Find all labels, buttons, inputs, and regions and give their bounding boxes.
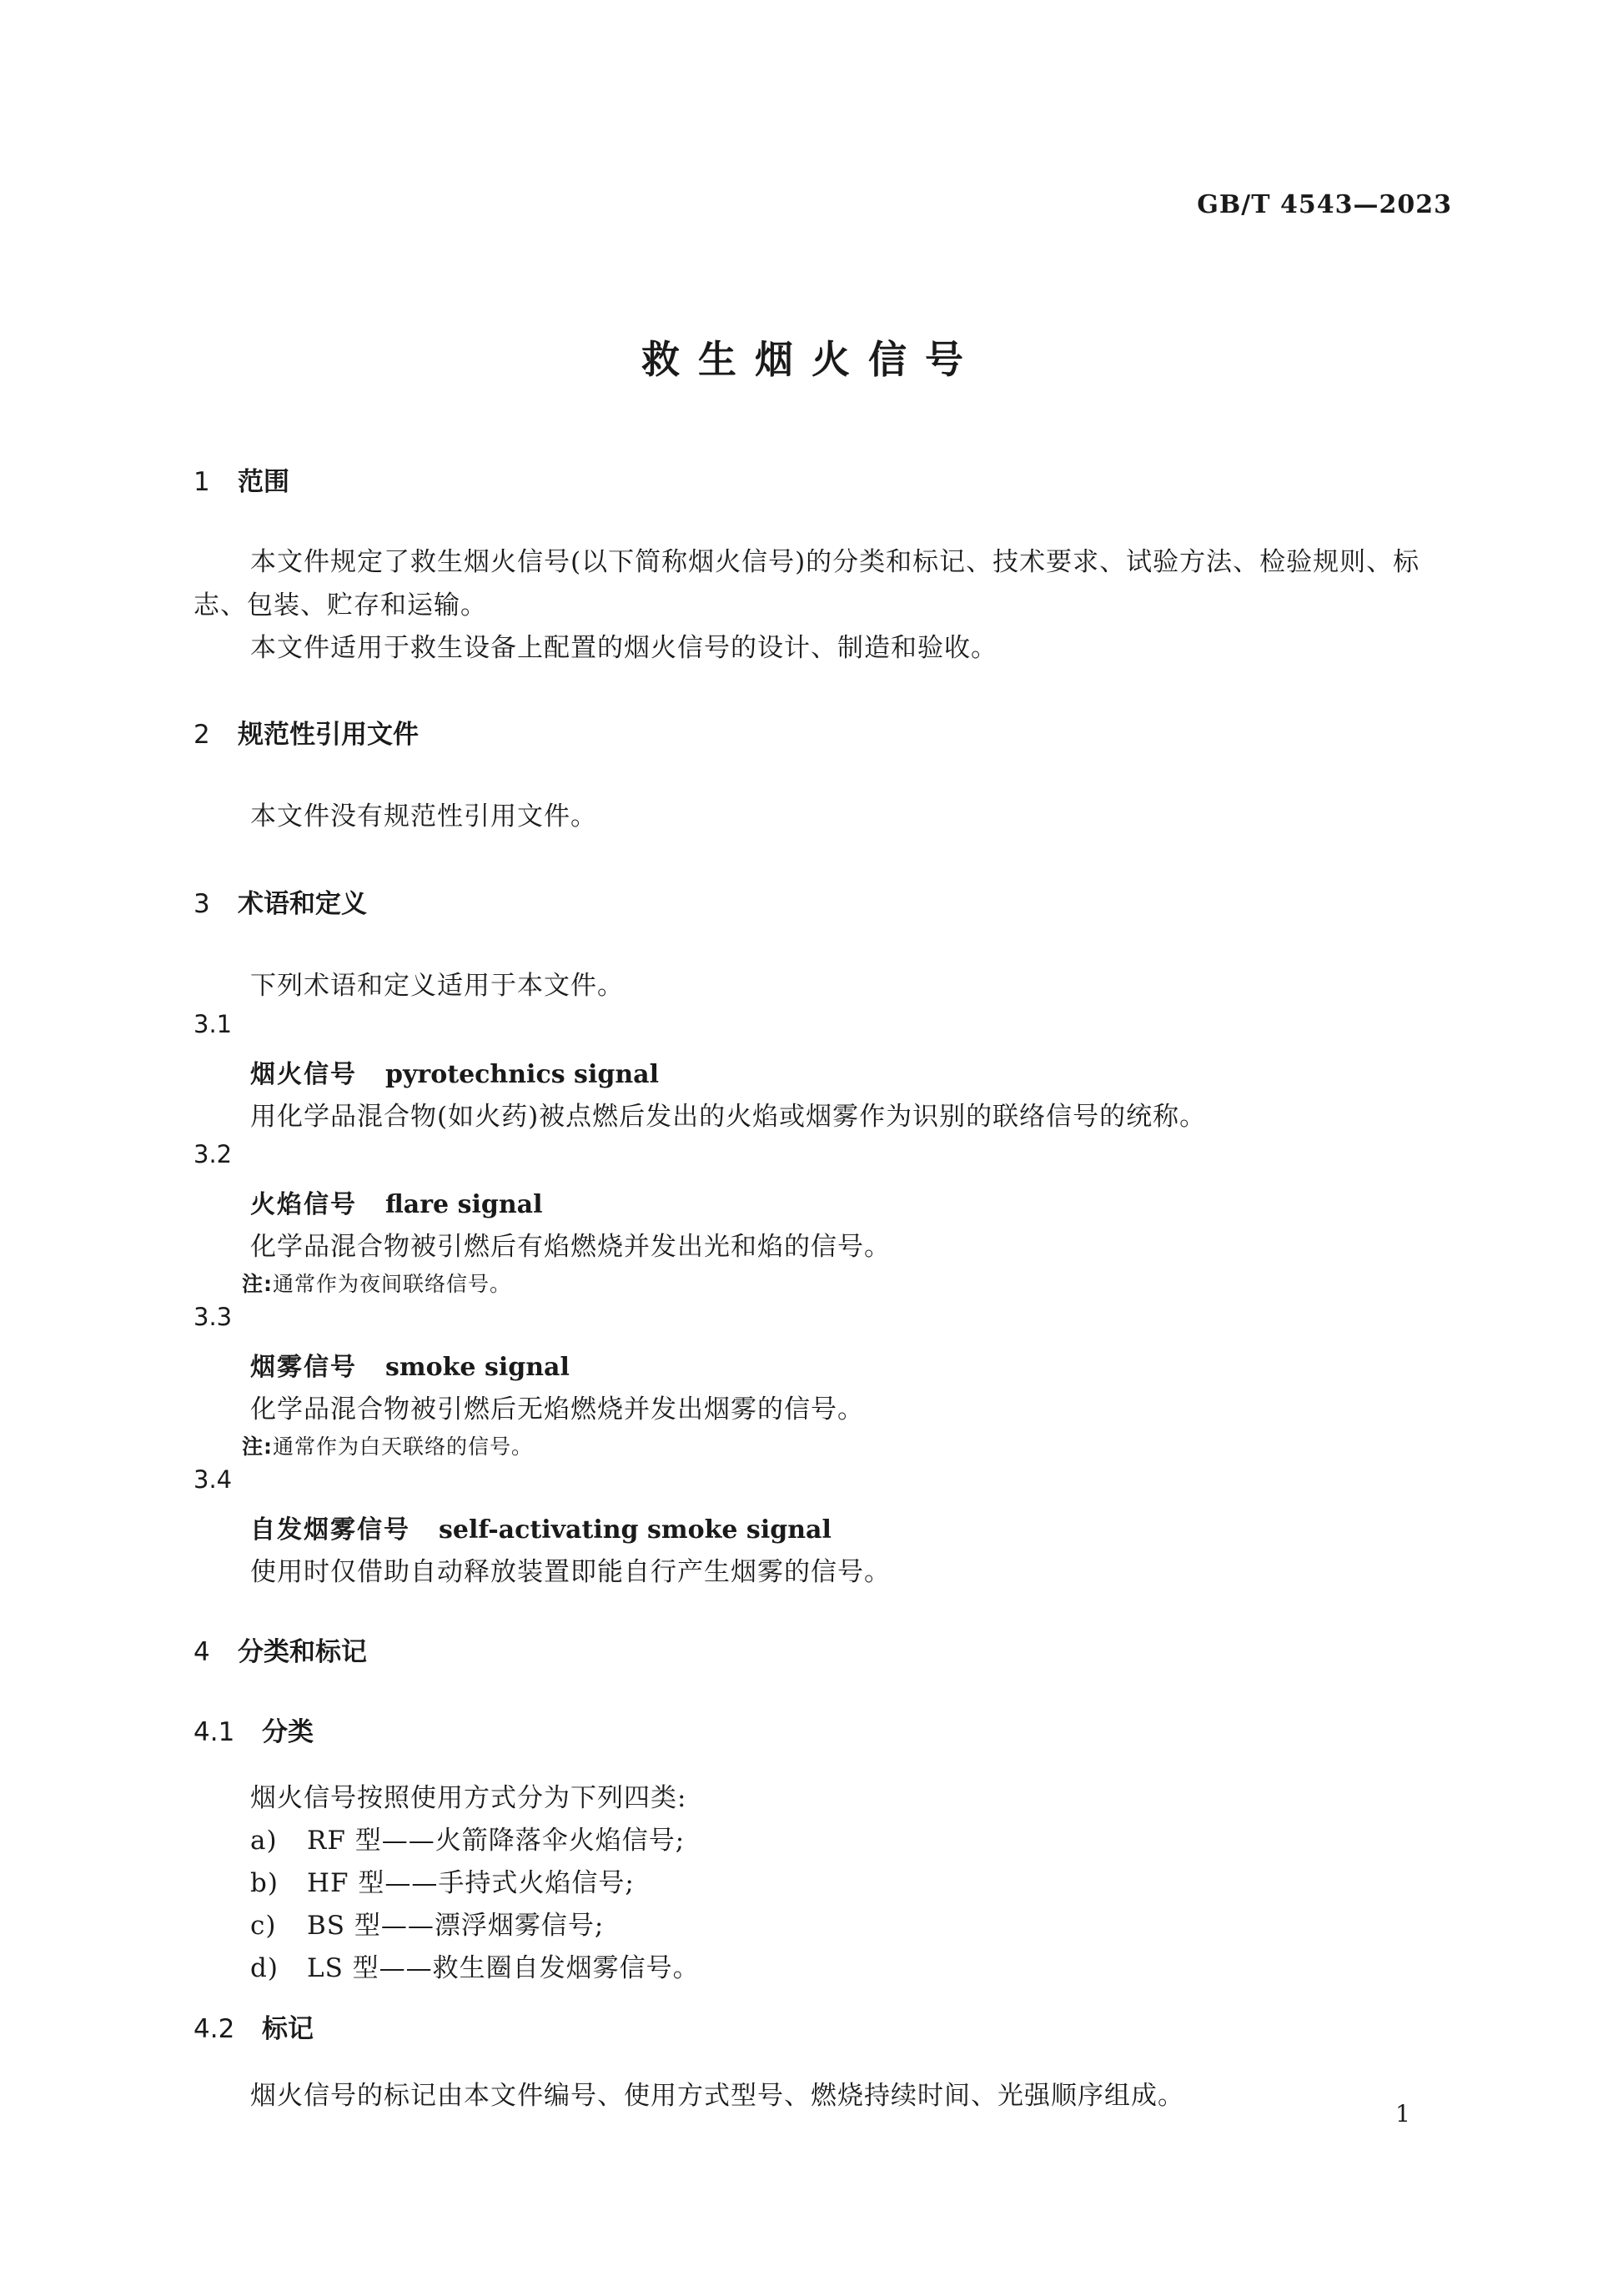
term-heading bbox=[250, 1183, 543, 1220]
section-heading-2 bbox=[193, 713, 419, 751]
subsection-title: 分类 bbox=[262, 1717, 314, 1747]
section-heading-4 bbox=[193, 1630, 367, 1668]
term-english: pyrotechnics signal bbox=[385, 1060, 659, 1089]
term-definition: 使用时仅借助自动释放装置即能自行产生烟雾的信号。 bbox=[250, 1557, 891, 1587]
list-item bbox=[250, 1904, 604, 1942]
term-number: 3.1 bbox=[193, 1010, 233, 1038]
list-item bbox=[250, 1861, 635, 1899]
term-chinese: 烟雾信号 bbox=[250, 1353, 357, 1382]
subsection-title: 标记 bbox=[262, 2014, 314, 2044]
term-note bbox=[242, 1268, 511, 1298]
section-number: 1 bbox=[193, 467, 210, 497]
term-number: 3.4 bbox=[193, 1465, 233, 1494]
subsection-heading-4-1 bbox=[193, 1711, 314, 1748]
subsection-number: 4.2 bbox=[193, 2014, 235, 2044]
section-title: 范围 bbox=[238, 467, 289, 497]
subsection-number: 4.1 bbox=[193, 1717, 235, 1747]
list-marker: a) bbox=[250, 1826, 278, 1856]
term-heading bbox=[250, 1346, 570, 1383]
term-definition: 用化学品混合物(如火药)被点燃后发出的火焰或烟雾作为识别的联络信号的统称。 bbox=[250, 1102, 1207, 1132]
term-number: 3.2 bbox=[193, 1140, 233, 1168]
term-heading bbox=[250, 1509, 832, 1545]
list-marker: d) bbox=[250, 1953, 279, 1983]
term-chinese: 烟火信号 bbox=[250, 1060, 357, 1089]
list-marker: b) bbox=[250, 1868, 279, 1898]
note-label: 注: bbox=[242, 1434, 273, 1459]
term-note bbox=[242, 1430, 533, 1460]
paragraph: 本文件没有规范性引用文件。 bbox=[250, 801, 597, 831]
term-english: self-activating smoke signal bbox=[439, 1515, 832, 1545]
section-heading-3 bbox=[193, 882, 367, 920]
section-title: 规范性引用文件 bbox=[238, 720, 419, 750]
list-text: BS 型——漂浮烟雾信号; bbox=[307, 1911, 605, 1941]
page-number: 1 bbox=[1395, 2100, 1410, 2128]
standard-number: GB/T 4543—2023 bbox=[1197, 190, 1452, 219]
list-text: HF 型——手持式火焰信号; bbox=[307, 1868, 635, 1898]
paragraph: 烟火信号的标记由本文件编号、使用方式型号、燃烧持续时间、光强顺序组成。 bbox=[250, 2081, 1184, 2111]
term-definition: 化学品混合物被引燃后有焰燃烧并发出光和焰的信号。 bbox=[250, 1232, 891, 1262]
list-marker: c) bbox=[250, 1911, 277, 1941]
section-number: 3 bbox=[193, 889, 210, 919]
section-title: 术语和定义 bbox=[238, 889, 367, 919]
paragraph: 下列术语和定义适用于本文件。 bbox=[250, 971, 624, 1001]
term-english: flare signal bbox=[385, 1190, 543, 1219]
section-title: 分类和标记 bbox=[238, 1637, 367, 1667]
subsection-heading-4-2 bbox=[193, 2007, 314, 2045]
term-number: 3.3 bbox=[193, 1303, 233, 1331]
term-chinese: 自发烟雾信号 bbox=[250, 1515, 410, 1545]
term-english: smoke signal bbox=[385, 1353, 570, 1382]
list-text: RF 型——火箭降落伞火焰信号; bbox=[307, 1826, 686, 1856]
paragraph: 烟火信号按照使用方式分为下列四类: bbox=[250, 1783, 687, 1813]
note-text: 通常作为白天联络的信号。 bbox=[273, 1434, 534, 1459]
note-label: 注: bbox=[242, 1272, 273, 1296]
paragraph: 本文件适用于救生设备上配置的烟火信号的设计、制造和验收。 bbox=[250, 633, 997, 663]
list-text: LS 型——救生圈自发烟雾信号。 bbox=[307, 1953, 700, 1983]
list-item bbox=[250, 1947, 700, 1984]
term-chinese: 火焰信号 bbox=[250, 1190, 357, 1219]
section-number: 2 bbox=[193, 720, 210, 750]
paragraph: 本文件规定了救生烟火信号(以下简称烟火信号)的分类和标记、技术要求、试验方法、检验规则、标志、包装、贮存和运输。 bbox=[193, 547, 1420, 620]
section-heading-1 bbox=[193, 460, 289, 498]
term-heading bbox=[250, 1053, 659, 1090]
document-title: 救生烟火信号 bbox=[641, 337, 982, 382]
section-number: 4 bbox=[193, 1637, 210, 1667]
list-item bbox=[250, 1819, 685, 1856]
note-text: 通常作为夜间联络信号。 bbox=[273, 1272, 512, 1296]
term-definition: 化学品混合物被引燃后无焰燃烧并发出烟雾的信号。 bbox=[250, 1394, 864, 1424]
